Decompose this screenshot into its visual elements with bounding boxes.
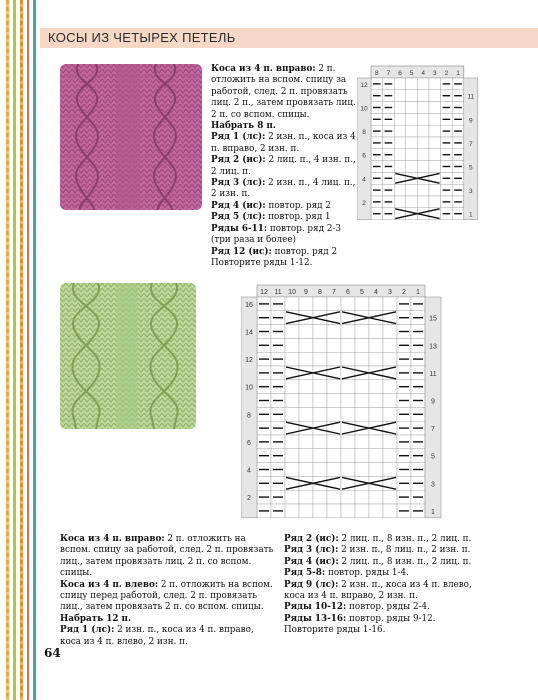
section1-instructions	[211, 64, 357, 269]
row-number-right: 15	[429, 315, 437, 323]
chart-cell	[313, 504, 327, 518]
chart-cell	[383, 380, 397, 394]
chart-cell	[369, 463, 383, 477]
cable-left-text: 2 п. отложить на вспом. спицу перед работой, след. 2 п. провязать лиц., затем провязать 2 п. со вспом. спицы.	[60, 579, 273, 613]
chart-cell	[369, 449, 383, 463]
row-number-right: 11	[429, 370, 437, 378]
chart-cell	[429, 78, 441, 90]
chart-header-strip	[257, 285, 425, 297]
row-number-left: 8	[247, 412, 251, 420]
column-number: 4	[421, 70, 426, 77]
column-number: 3	[388, 289, 392, 296]
chart-cell	[369, 394, 383, 408]
chart-cell	[369, 380, 383, 394]
chart-cell	[341, 504, 355, 518]
row-text: повтор. ряд 2	[268, 200, 331, 211]
chart-cell	[327, 338, 341, 352]
knitting-chart-1	[357, 64, 503, 224]
chart-cell	[341, 297, 355, 311]
chart-cell	[383, 504, 397, 518]
chart-cell	[327, 325, 341, 339]
row-label: Ряд 1 (лс):	[60, 625, 115, 636]
chart-cell	[429, 113, 441, 125]
row-number-right: 5	[431, 453, 435, 461]
chart-cell	[313, 380, 327, 394]
row-text: 2 изн. п., коса из 4 п. вправо, 2 изн. п.	[211, 132, 356, 154]
chart-cell	[429, 149, 441, 161]
column-number: 9	[304, 289, 308, 296]
chart-cell	[383, 297, 397, 311]
chart-cell	[417, 149, 429, 161]
chart-cell	[383, 338, 397, 352]
chart-cell	[327, 380, 341, 394]
chart-cell	[313, 352, 327, 366]
chart-cell	[417, 196, 429, 208]
chart-left-strip	[357, 78, 371, 220]
chart-cell	[429, 125, 441, 137]
column-number: 11	[274, 289, 282, 296]
chart-cell	[299, 297, 313, 311]
row-number-left: 4	[247, 467, 251, 475]
knitting-chart-2	[241, 283, 473, 527]
chart-cell	[299, 490, 313, 504]
row-text: повтор. ряд 2	[274, 246, 338, 257]
chart-cell	[417, 113, 429, 125]
chart-cell	[355, 490, 369, 504]
chart-cell	[429, 184, 441, 196]
chart-cell	[299, 394, 313, 408]
chart-cell	[369, 352, 383, 366]
row-text: 2 лиц. п., 8 изн. п., 2 лиц. п.	[341, 534, 472, 544]
chart-cell	[369, 490, 383, 504]
chart-cell	[355, 435, 369, 449]
chart-cell	[417, 125, 429, 137]
chart-cell	[406, 102, 418, 114]
chart-cell	[285, 407, 299, 421]
chart-cell	[313, 297, 327, 311]
chart-cell	[299, 504, 313, 518]
chart-cell	[313, 325, 327, 339]
row-number-right: 1	[431, 508, 435, 516]
column-number: 7	[386, 70, 391, 77]
chart-cell	[394, 90, 406, 102]
chart-cell	[355, 338, 369, 352]
chart-cell	[394, 137, 406, 149]
row-number-left: 8	[362, 129, 366, 137]
chart-cell	[327, 407, 341, 421]
chart-cell	[327, 352, 341, 366]
chart-cell	[429, 161, 441, 173]
row-text: повтор. ряды 2-4.	[349, 602, 430, 613]
row-number-left: 6	[247, 439, 251, 447]
chart-cell	[429, 90, 441, 102]
chart-cell	[299, 325, 313, 339]
column-number: 12	[260, 289, 268, 296]
chart-cell	[285, 338, 299, 352]
chart-cell	[429, 196, 441, 208]
chart-cell	[355, 297, 369, 311]
chart-cell	[313, 435, 327, 449]
chart-cell	[285, 297, 299, 311]
chart-cell	[369, 504, 383, 518]
row-text: 2 изн. п., 4 лиц. п., 2 изн. п.	[211, 178, 356, 200]
chart-cell	[313, 449, 327, 463]
row-number-left: 14	[245, 329, 253, 337]
column-number: 5	[409, 70, 414, 77]
row-text: 2 лиц. п., 8 изн. п., 2 лиц. п.	[341, 556, 472, 567]
chart-cell	[327, 297, 341, 311]
chart-cell	[341, 407, 355, 421]
chart-cell	[341, 380, 355, 394]
section2-left-column	[60, 534, 276, 648]
row-label: Ряд 5-8:	[284, 568, 326, 579]
chart-cell	[417, 184, 429, 196]
row-text: 2 лиц. п., 4 изн. п., 2 лиц. п.	[211, 155, 356, 177]
repeat-text: Повторите ряды 1-16.	[284, 625, 386, 636]
chart-cell	[299, 352, 313, 366]
row-label: Ряд 2 (ис):	[284, 534, 339, 544]
chart-cell	[406, 78, 418, 90]
chart-cell	[383, 435, 397, 449]
row-number-right: 13	[429, 343, 437, 351]
chart-cell	[417, 137, 429, 149]
chart-header-strip	[371, 66, 464, 78]
chart-cell	[285, 435, 299, 449]
chart-cell	[313, 490, 327, 504]
chart-cell	[369, 338, 383, 352]
chart-cell	[406, 125, 418, 137]
row-text: 2 изн. п., коса из 4 п. вправо, коса из 4 п. влево, 2 изн. п.	[60, 625, 254, 647]
chart-cell	[383, 325, 397, 339]
chart-cell	[369, 297, 383, 311]
chart-cell	[383, 407, 397, 421]
chart-cell	[341, 394, 355, 408]
chart-cell	[406, 184, 418, 196]
chart-cell	[313, 463, 327, 477]
chart-cell	[369, 407, 383, 421]
chart-cell	[394, 161, 406, 173]
row-text: 2 изн. п., 8 лиц. п., 2 изн. п.	[341, 545, 471, 556]
chart-cell	[341, 352, 355, 366]
chart-cell	[406, 161, 418, 173]
chart-cell	[355, 380, 369, 394]
section1-title: Коса из 4 п. вправо:	[211, 64, 316, 74]
chart-cell	[394, 78, 406, 90]
chart-cell	[355, 325, 369, 339]
yarn-strand-green	[13, 0, 16, 700]
chart-cell	[394, 102, 406, 114]
cable-left-label: Коса из 4 п. влево:	[60, 579, 159, 590]
chart-cell	[341, 463, 355, 477]
chart-cell	[285, 325, 299, 339]
section1-repeat: Повторите ряды 1-12.	[211, 257, 313, 268]
column-number: 8	[318, 289, 322, 296]
chart-cell	[355, 449, 369, 463]
row-text: повтор. ряды 1-4.	[327, 568, 409, 579]
section2-right-column	[284, 534, 480, 637]
chart-cell	[417, 161, 429, 173]
column-number: 5	[360, 289, 364, 296]
row-label: Ряд 12 (ис):	[211, 246, 272, 257]
column-number: 6	[346, 289, 350, 296]
chart-cell	[406, 149, 418, 161]
cable-right-label: Коса из 4 п. вправо:	[60, 534, 165, 544]
chart-cell	[285, 463, 299, 477]
row-number-left: 16	[245, 301, 253, 309]
row-number-left: 2	[362, 199, 366, 207]
green-cable-knit-photo	[60, 283, 196, 429]
row-label: Ряд 4 (ис):	[211, 200, 266, 211]
chart-cell	[355, 504, 369, 518]
row-number-left: 2	[247, 495, 251, 503]
chart-cell	[355, 394, 369, 408]
chart-cell	[394, 113, 406, 125]
chart-cell	[383, 449, 397, 463]
cable-right-text: 2 п. отложить на вспом. спицу за работой, след. 2 п. провязать лиц., затем провязать лиц. 2 п. со вспом. спицы.	[60, 534, 274, 579]
row-label: Ряд 2 (ис):	[211, 155, 266, 166]
page-title: КОСЫ ИЗ ЧЕТЫРЕХ ПЕТЕЛЬ	[48, 30, 236, 45]
chart-cell	[417, 78, 429, 90]
row-number-left: 4	[362, 176, 366, 184]
row-label: Ряд 4 (ис):	[284, 556, 339, 567]
chart-cell	[383, 490, 397, 504]
chart-cell	[299, 463, 313, 477]
chart-cell	[327, 449, 341, 463]
chart-cell	[341, 490, 355, 504]
row-number-right: 9	[431, 398, 435, 406]
chart-cell	[394, 184, 406, 196]
column-number: 1	[456, 70, 460, 77]
chart-cell	[394, 125, 406, 137]
row-number-left: 10	[245, 384, 253, 392]
column-number: 3	[432, 70, 437, 77]
column-number: 7	[332, 289, 336, 296]
row-label: Ряды 10-12:	[284, 602, 347, 613]
chart-cell	[299, 407, 313, 421]
column-number: 10	[288, 289, 296, 296]
chart-cell	[383, 352, 397, 366]
page-number: 64	[44, 646, 61, 660]
chart-cell	[313, 338, 327, 352]
column-number: 2	[444, 70, 449, 77]
chart-cell	[406, 137, 418, 149]
chart-cell	[327, 435, 341, 449]
chart-cell	[299, 435, 313, 449]
row-label: Ряд 1 (лс):	[211, 132, 266, 143]
chart-cell	[285, 380, 299, 394]
chart-cell	[341, 435, 355, 449]
row-label: Ряд 3 (лс):	[211, 178, 266, 189]
chart-cell	[383, 394, 397, 408]
column-number: 6	[398, 70, 402, 77]
row-label: Ряд 5 (лс):	[211, 212, 266, 223]
chart-cell	[429, 137, 441, 149]
row-number-right: 3	[431, 481, 435, 489]
chart-cell	[394, 149, 406, 161]
chart-cell	[285, 449, 299, 463]
chart-cell	[341, 325, 355, 339]
row-label: Ряды 13-16:	[284, 613, 347, 624]
chart-cell	[429, 102, 441, 114]
row-label: Ряд 9 (лс):	[284, 579, 339, 590]
chart-cell	[383, 463, 397, 477]
column-number: 2	[402, 289, 406, 296]
yarn-strand-teal	[33, 0, 36, 700]
chart-cell	[299, 380, 313, 394]
row-number-right: 3	[468, 188, 473, 196]
chart-cell	[355, 463, 369, 477]
chart-cell	[285, 352, 299, 366]
chart-cell	[313, 394, 327, 408]
row-text: повтор. ряд 1	[268, 212, 331, 223]
chart-cell	[417, 102, 429, 114]
chart-cell	[299, 449, 313, 463]
chart-cell	[355, 407, 369, 421]
row-number-right: 7	[431, 426, 435, 434]
row-text: повтор. ряды 9-12.	[349, 613, 436, 624]
row-text: повтор. ряд 2-3 (три раза и более)	[211, 223, 341, 246]
chart-cell	[406, 196, 418, 208]
chart-cell	[369, 325, 383, 339]
chart-cell	[285, 394, 299, 408]
row-number-left: 10	[360, 105, 368, 113]
chart-cell	[313, 407, 327, 421]
row-text: 2 изн. п., коса из 4 п. влево, коса из 4 п. вправо, 2 изн. п.	[284, 579, 472, 602]
row-number-left: 12	[360, 81, 368, 89]
chart-cell	[327, 463, 341, 477]
chart-cell	[341, 338, 355, 352]
section1-cast-on: Набрать 8 п.	[211, 121, 276, 132]
section1-intro: 2 п. отложить на вспом. спицу за работой, след. 2 п. провязать лиц. 2 п., затем провязать лиц. 2 п. со вспом. спицы.	[211, 64, 356, 120]
chart-cell	[327, 394, 341, 408]
chart-cell	[417, 90, 429, 102]
row-number-right: 1	[468, 211, 473, 219]
column-number: 8	[374, 70, 379, 77]
chart-cell	[341, 449, 355, 463]
chart-cell	[327, 490, 341, 504]
row-number-right: 7	[468, 140, 473, 148]
chart-cell	[394, 196, 406, 208]
row-label: Ряд 3 (лс):	[284, 545, 339, 556]
yarn-strand-orange	[6, 0, 9, 700]
chart-cell	[369, 435, 383, 449]
row-number-left: 12	[245, 357, 253, 365]
chart-cell	[406, 113, 418, 125]
chart-cell	[285, 490, 299, 504]
chart-cell	[406, 90, 418, 102]
column-number: 4	[374, 289, 378, 296]
row-number-left: 6	[362, 152, 366, 160]
chart-cell	[299, 338, 313, 352]
chart-cell	[355, 352, 369, 366]
row-number-right: 11	[467, 93, 475, 101]
chart-cell	[285, 504, 299, 518]
row-label: Ряды 6-11:	[211, 223, 268, 234]
column-number: 1	[416, 289, 420, 296]
yarn-strand-red	[27, 0, 29, 700]
row-number-right: 9	[468, 117, 473, 125]
yarn-strand-orange-2	[20, 0, 23, 700]
pink-cable-knit-photo	[60, 64, 202, 210]
row-number-right: 5	[468, 164, 473, 172]
chart-cell	[327, 504, 341, 518]
cast-on-label: Набрать 12 п.	[60, 613, 132, 624]
